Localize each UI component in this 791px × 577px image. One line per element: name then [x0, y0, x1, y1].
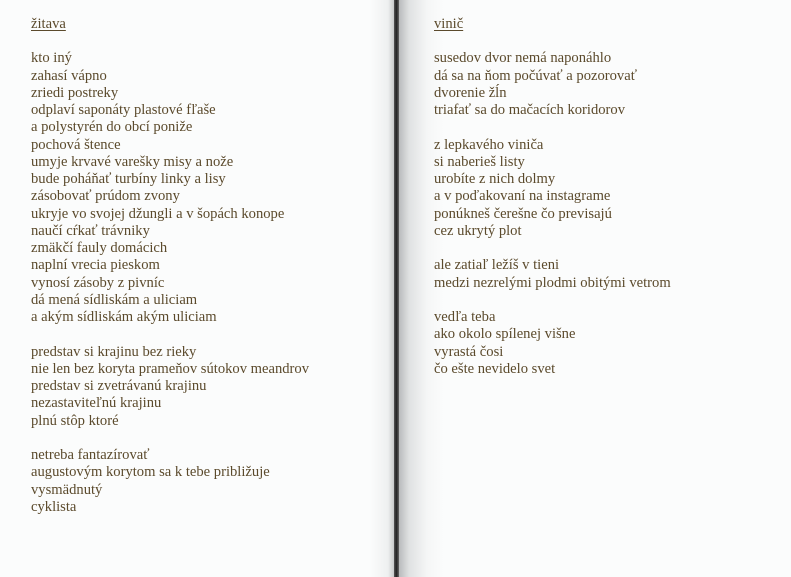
poem-line: vynosí zásoby z pivníc	[31, 274, 165, 291]
poem-line: vysmädnutý	[31, 481, 103, 498]
poem-line: ponúkneš čerešne čo previsajú	[434, 205, 612, 222]
poem-line: zriedi postreky	[31, 84, 119, 101]
poem-line: a v poďakovaní na instagrame	[434, 188, 611, 205]
poem-line: plnú stôp ktoré	[31, 412, 119, 429]
poem-line: čo ešte nevidelo svet	[434, 360, 556, 377]
poem-line: pochová štence	[31, 136, 121, 153]
poem-line: si naberieš listy	[434, 153, 525, 170]
poem-vinic	[434, 16, 671, 395]
poem-line: cyklista	[31, 498, 77, 515]
poem-line: zmäkčí fauly domácich	[31, 240, 168, 256]
stanza	[31, 344, 309, 430]
poem-line: kto iný	[31, 50, 72, 67]
poem-title: žitava	[31, 16, 66, 32]
stanza	[434, 257, 671, 292]
poem-line: umyje krvavé vareškу misy a nože	[31, 153, 234, 170]
poem-line: nie len bez koryta prameňov sútokov meandrov	[31, 360, 310, 377]
poem-line: a akým sídliskám akým uliciam	[31, 309, 217, 325]
poem-line: bude poháňať turbíny linky a lisy	[31, 171, 226, 187]
left-page	[0, 0, 394, 577]
stanza	[434, 309, 671, 378]
poem-line: netreba fantazírovať	[31, 447, 150, 463]
stanza	[31, 447, 309, 516]
poem-line: medzi nezrelými plodmi obitými vetrom	[434, 274, 671, 291]
poem-line: zásobovať prúdom zvony	[31, 188, 180, 205]
poem-line: dvorenie žĺn	[434, 84, 507, 101]
poem-line: predstav si zvetrávanú krajinu	[31, 378, 207, 394]
stanza	[31, 50, 309, 326]
poem-line: augustovým korytom sa k tebe približuje	[31, 464, 270, 481]
poem-line: a polystyrén do obcí poniže	[31, 119, 193, 136]
poem-line: naplní vrecia pieskom	[31, 257, 160, 274]
poem-line: ukryje vo svojej džungli a v šopách konope	[31, 205, 285, 222]
poem-line: cez ukrytý plot	[434, 222, 522, 239]
poem-line: predstav si krajinu bez rieky	[31, 343, 197, 360]
poem-line: vedľa teba	[434, 309, 496, 325]
poem-line: susedov dvor nemá naponáhlo	[434, 50, 612, 67]
poem-line: ako okolo spílenej višne	[434, 326, 576, 343]
poem-line: ale zatiaľ ležíš v tieni	[434, 257, 560, 274]
poem-line: vyrastá čosi	[434, 343, 504, 360]
poem-line: nezastaviteľnú krajinu	[31, 395, 162, 412]
poem-title: vinič	[434, 16, 464, 32]
poem-line: naučí cŕkať trávniky	[31, 222, 150, 239]
poem-line: dá sa na ňom počúvať a pozorovať	[434, 67, 637, 84]
right-page	[399, 0, 791, 577]
poem-line: z lepkavého viniča	[434, 136, 544, 153]
poem-line: odplaví saponáty plastové fľaše	[31, 102, 216, 118]
poem-zitava	[31, 16, 309, 533]
poem-line: urobíte z nich dolmy	[434, 171, 556, 187]
stanza	[434, 50, 671, 119]
poem-line: zahasí vápno	[31, 67, 107, 84]
poem-line: dá mená sídliskám a uliciam	[31, 291, 198, 308]
stanza	[434, 137, 671, 241]
poem-line: triafať sa do mačacích koridorov	[434, 102, 626, 118]
